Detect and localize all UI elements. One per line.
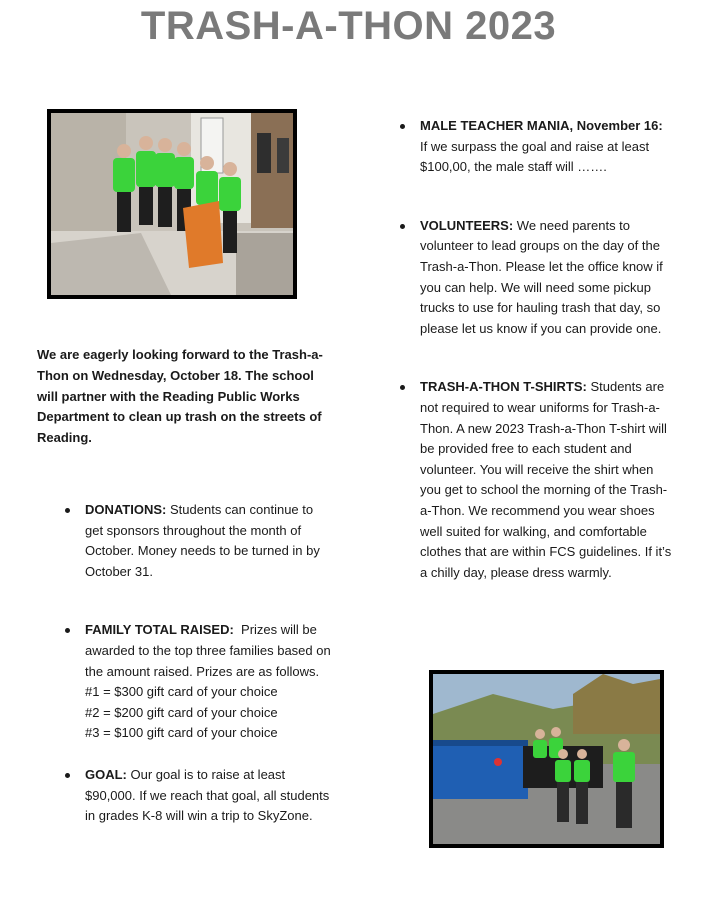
prize-3: #3 = $100 gift card of your choice xyxy=(85,725,278,741)
t-shirts-text: Students are not required to wear uniforms for Trash-a-Thon. A new 2023 Trash-a-Thon T-shirt will be provided free to each student and volunteer. You will receive the shirt when you get to school the morning of the Trash-a-Thon. We recommend you wear shoes well suited for walking, and comfortable clothes that are within FCS guidelines. If it’s a chilly day, please dress warmly. xyxy=(420,379,672,580)
students-on-steps-photo xyxy=(47,109,297,299)
page-title: TRASH-A-THON 2023 xyxy=(140,4,557,48)
t-shirts-label: TRASH-A-THON T-SHIRTS: xyxy=(420,379,587,395)
male-teacher-mania-label: MALE TEACHER MANIA, November 16: xyxy=(420,118,663,133)
volunteers-label: VOLUNTEERS: xyxy=(420,217,514,233)
male-teacher-mania-text: If we surpass the goal and raise at least $100,00, the male staff will ……. xyxy=(420,138,650,175)
prize-2: #2 = $200 gift card of your choice xyxy=(85,704,278,720)
list-item-donations xyxy=(61,500,331,582)
intro-paragraph: We are eagerly looking forward to the Trash-a-Thon on Wednesday, October 18. The school will partner with the Reading Public Works Department to clean up trash on the streets of Reading. xyxy=(37,347,323,446)
group-by-dumpster-photo xyxy=(429,670,664,848)
prize-1: #1 = $300 gift card of your choice xyxy=(85,684,278,700)
donations-text: Students can continue to get sponsors throughout the month of October. Money needs to be turned in by October 31. xyxy=(85,502,320,579)
goal-text: Our goal is to raise at least $90,000. If we reach that goal, all students in grades K-8 will win a trip to SkyZone. xyxy=(85,766,330,824)
left-bullet-list xyxy=(61,500,331,827)
family-total-text: Prizes will be awarded to the top three families based on the amount raised. Prizes are as follows. xyxy=(85,622,331,679)
list-item-family-total xyxy=(61,620,331,744)
list-item-male-teacher-mania xyxy=(396,116,672,178)
goal-label: GOAL: xyxy=(85,766,127,782)
list-item-t-shirts xyxy=(396,377,672,583)
family-total-label: FAMILY TOTAL RAISED: xyxy=(85,622,234,638)
list-item-volunteers xyxy=(396,216,672,340)
donations-label: DONATIONS: xyxy=(85,502,167,517)
volunteers-text: We need parents to volunteer to lead groups on the day of the Trash-a-Thon. Please let the office know if you can help. We will need some pickup trucks to use for hauling trash that day, so please let us know if you can provide one. xyxy=(420,217,663,336)
list-item-goal xyxy=(61,765,331,827)
right-bullet-list xyxy=(396,116,672,583)
